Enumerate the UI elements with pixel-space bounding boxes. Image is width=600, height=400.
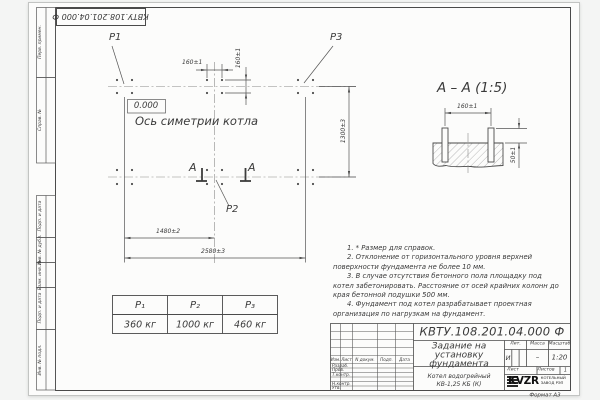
top-stamp-number: КВТУ.108.201.04.000 Ф [52,12,149,22]
anchor-bolt-points [116,79,314,185]
loads-table-header-p1: P₁ [134,299,146,311]
frame-label-sprav-n: Справ. № [37,109,43,131]
technical-notes [333,244,561,319]
dimension-160-side: 160±1 [235,47,242,69]
titleblock-scale-value: 1:20 [551,353,568,361]
loads-table-header-p3: P₃ [244,299,256,311]
section-title: А – А (1:5) [437,80,508,96]
titleblock-col-list: Лист [341,356,352,362]
titleblock-col-izm: Изм. [330,356,341,362]
titleblock-product-line2: КВ-1,25 КБ (К) [436,381,482,388]
titleblock-row-prov: Пров. [332,367,345,373]
titleblock-row-utv: Утв. [332,385,341,391]
titleblock-title-line2: установку [434,350,484,361]
loads-table-header-p2: P₂ [189,299,201,311]
note-4: 4. Фундамент под котел разрабатывает проектная организация по нагрузкам на фундамент. [333,300,532,318]
titleblock-col-podp: Подп. [380,356,393,362]
frame-left-strip [37,8,56,391]
kvzr-logo-caption: КОТЕЛЬНЫЙ ЗАВОД РЭП [540,375,566,385]
titleblock-mass-header: Масса [530,341,545,347]
frame-label-podp-data-1: Подп. и дата [37,200,43,232]
titleblock-doc-number: КВТУ.108.201.04.000 Ф [419,324,565,339]
frame-label-inv-dubl: Инв. № дубл. [37,234,43,266]
load-point-p2-label: P2 [226,204,239,215]
elevation-mark: 0.000 [133,100,159,111]
kvzr-logo-text: KVZR [508,375,539,387]
section-letter-left: А [189,161,197,174]
plan-view [108,46,356,263]
titleblock-product-line1: Котел водогрейный [427,373,491,380]
titleblock-sheets-value: 1 [563,367,568,373]
dimension-2580: 2580±3 [201,248,226,255]
section-view [433,108,527,173]
titleblock-title-line1: Задание на [431,341,487,352]
loads-table-value-p2: 1000 кг [176,318,214,330]
titleblock-title-line3: фундамента [429,359,489,369]
frame-label-perv-primen: Перв. примен. [37,25,43,59]
load-point-p3-label: P3 [330,32,343,43]
titleblock-row-nkontr: Н.контр. [332,380,351,386]
dimension-160-top: 160±1 [182,59,203,66]
titleblock-col-data: Дата [399,356,410,362]
titleblock-sheets-label: Листов [537,367,555,373]
titleblock-row-tkontr: Т.контр. [332,371,351,377]
note-2: 2. Отклонение от горизонтального уровня верхней поверхности фундамента не более 10 мм. [333,253,533,271]
loads-table-value-p1: 360 кг [124,318,156,330]
dimension-1480: 1480±2 [156,228,181,235]
titleblock-lit-header: Лит. [510,341,521,347]
boiler-axis-label: Ось симетрии котла [135,114,259,128]
note-3: 3. В случае отсутствия бетонного пола площадку под котел забетонировать. Расстояние от осей крайних колонн до края бетонной подушки 500 мм. [333,272,559,299]
frame-label-inv-podl: Инв. № подл. [37,344,43,376]
format-label: Формат А3 [529,392,561,399]
load-point-p1-label: P1 [109,32,122,43]
titleblock-col-ndokum: N докум. [355,356,375,362]
frame-label-podp-data-2: Подп. и дата [37,292,43,324]
titleblock-row-razrab: Разраб. [332,362,349,368]
note-1: 1. * Размер для справок. [347,244,436,252]
section-dimension-50: 50±1 [510,146,517,164]
section-letter-right: А [248,161,256,174]
titleblock-mass-value: – [535,353,540,361]
section-dimension-160: 160±1 [457,103,478,110]
kvzr-logo [506,375,566,387]
frame-label-vzam-inv: Взам. инв. № [37,259,43,291]
titleblock-lit-value: И [505,353,511,362]
titleblock-scale-header: Масштаб [548,341,571,347]
dimension-1300: 1300±3 [340,118,347,144]
loads-table-value-p3: 460 кг [234,318,266,330]
section-cut-marks [196,168,251,181]
titleblock-sheet-label: Лист [507,367,519,373]
